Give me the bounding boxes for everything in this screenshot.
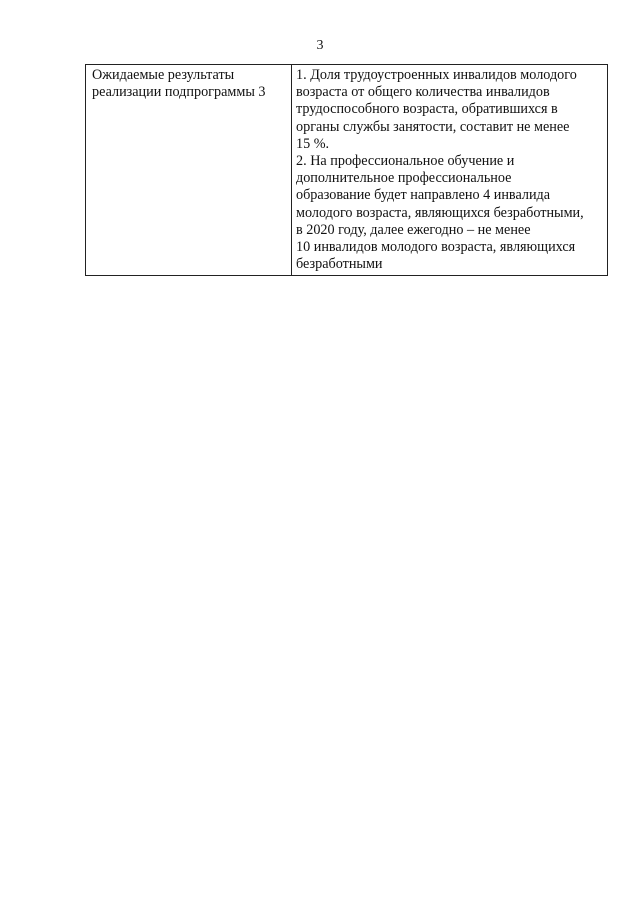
page-number: 3 — [316, 38, 324, 53]
value-cell — [292, 65, 608, 276]
value-line: дополнительное профессиональное — [296, 170, 512, 187]
value-line: 1. Доля трудоустроенных инвалидов молодого — [296, 67, 577, 83]
label-cell — [86, 65, 292, 276]
program-results-table — [85, 64, 608, 276]
value-line: в 2020 году, далее ежегодно – не менее — [296, 221, 531, 238]
label-line: Ожидаемые результаты — [92, 67, 235, 83]
value-line: образование будет направлено 4 инвалида — [296, 187, 551, 204]
value-line: 10 инвалидов молодого возраста, являющихся — [296, 239, 576, 256]
value-line: молодого возраста, являющихся безработными, — [296, 204, 584, 221]
value-line: 15 %. — [296, 135, 330, 152]
value-line: возраста от общего количества инвалидов — [296, 84, 550, 101]
label-line: реализации подпрограммы 3 — [92, 84, 266, 101]
value-line: трудоспособного возраста, обратившихся в — [296, 101, 558, 118]
value-line: безработными — [296, 256, 383, 273]
table-row — [86, 65, 608, 276]
value-line: органы службы занятости, составит не менее — [296, 118, 570, 135]
value-line: 2. На профессиональное обучение и — [296, 153, 515, 170]
